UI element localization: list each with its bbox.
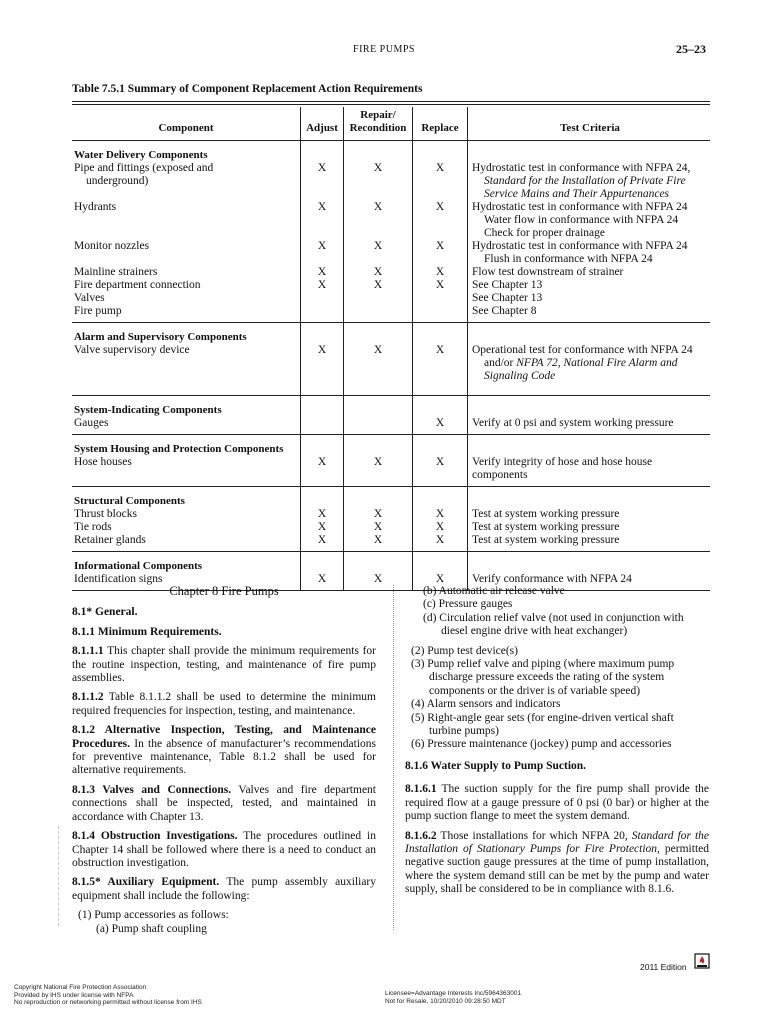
section-8-1-6-2: 8.1.6.2 Those installations for which NFPA 20, Standard for the Installation of Stationary Pumps for Fire Protection, permitted negative suction gauge pressures at the time of pump installation, where the system demand still can be met by the pump and water supply, shall be considered to be in compliance with 8.1.6. bbox=[405, 829, 709, 896]
table-header-row bbox=[72, 107, 710, 141]
section-8-1-5: 8.1.5* Auxiliary Equipment. The pump assembly auxiliary equipment shall include the following: bbox=[72, 876, 376, 902]
col-header-replace: Replace bbox=[413, 107, 468, 141]
section-8-1-6-1: 8.1.6.1 The suction supply for the fire pump shall provide the required flow at a gauge pressure of 0 psi (0 bar) or higher at the pump suction flange to meet the system demand. bbox=[405, 783, 709, 823]
chapter-heading: Chapter 8 Fire Pumps bbox=[169, 584, 279, 598]
col-header-test-criteria: Test Criteria bbox=[468, 107, 711, 141]
list-item: (1) Pump accessories as follows: bbox=[78, 909, 229, 922]
list-item: (4) Alarm sensors and indicators bbox=[411, 698, 561, 711]
right-column bbox=[405, 585, 709, 903]
group-title: System Housing and Protection Components bbox=[74, 443, 284, 455]
list-item: (3) Pump relief valve and piping (where maximum pump discharge pressure exceeds the rating of the system components or the driver is of variable speed) bbox=[411, 658, 675, 697]
table-row: Valves See Chapter 13 bbox=[72, 292, 710, 305]
section-8-1-1: 8.1.1 Minimum Requirements. bbox=[72, 625, 222, 638]
page-number: 25–23 bbox=[676, 42, 706, 56]
footer-copyright: Copyright National Fire Protection Association Provided by IHS under license with NFPA No reproduction or networking permitted without license from IHS bbox=[14, 984, 202, 1006]
group-row bbox=[72, 396, 710, 418]
left-column bbox=[72, 585, 376, 936]
table-caption: Table 7.5.1 Summary of Component Replacement Action Requirements bbox=[72, 83, 423, 95]
group-row bbox=[72, 323, 710, 345]
table-row: Valve supervisory device X X X Operational test for conformance with NFPA 24 and/or NFPA 72, National Fire Alarm and Signaling Code bbox=[72, 344, 710, 396]
margin-marks bbox=[58, 826, 59, 926]
list-item: (c) Pressure gauges bbox=[423, 598, 513, 611]
group-row bbox=[72, 435, 710, 457]
list-item: (a) Pump shaft coupling bbox=[96, 922, 207, 935]
group-title: Water Delivery Components bbox=[74, 149, 208, 161]
table-row: Hose houses X X X Verify integrity of hose and hose house components bbox=[72, 456, 710, 487]
table-top-rule bbox=[72, 101, 710, 102]
list-item: (d) Circulation relief valve (not used in conjunction with diesel engine drive with heat exchanger) bbox=[423, 611, 684, 638]
table-row: Fire pump See Chapter 8 bbox=[72, 305, 710, 323]
group-title: Informational Components bbox=[74, 560, 203, 572]
section-8-1-3: 8.1.3 Valves and Connections. Valves and fire department connections shall be inspected, tested, and maintained in accordance with Chapter 13. bbox=[72, 783, 376, 823]
group-title: Structural Components bbox=[74, 495, 185, 507]
table-row: Tie rods X X X Test at system working pressure bbox=[72, 521, 710, 534]
table-row: Pipe and fittings (exposed and underground) X X X Hydrostatic test in conformance with NFPA 24, Standard for the Installation of Private Fire Service Mains and Their Appurtenances bbox=[72, 162, 710, 201]
list-item: (6) Pressure maintenance (jockey) pump and accessories bbox=[411, 738, 672, 751]
col-header-repair: Repair/ Recondition bbox=[344, 107, 413, 141]
table-row: Monitor nozzles X X X Hydrostatic test in conformance with NFPA 24 Flush in conformance with NFPA 24 bbox=[72, 240, 710, 266]
group-row bbox=[72, 141, 710, 163]
column-divider bbox=[393, 585, 394, 930]
running-header-title: FIRE PUMPS bbox=[353, 44, 415, 55]
table-row: Fire department connection X X X See Chapter 13 bbox=[72, 279, 710, 292]
list-item: (5) Right-angle gear sets (for engine-driven vertical shaft turbine pumps) bbox=[411, 711, 674, 738]
edition-label: 2011 Edition bbox=[640, 962, 687, 972]
table-row: Hydrants X X X Hydrostatic test in conformance with NFPA 24 Water flow in conformance with NFPA 24 Check for proper drainage bbox=[72, 201, 710, 240]
col-header-adjust: Adjust bbox=[301, 107, 344, 141]
group-title: Alarm and Supervisory Components bbox=[74, 331, 247, 343]
section-8-1-4: 8.1.4 Obstruction Investigations. The procedures outlined in Chapter 14 shall be followed where there is a need to conduct an obstruction investigation. bbox=[72, 830, 376, 869]
footer-license: Licensee=Advantage Interests Inc/5964363001 Not for Resale, 10/20/2010 09:28:50 MDT bbox=[385, 990, 522, 1005]
section-8-1-2: 8.1.2 Alternative Inspection, Testing, and Maintenance Procedures. In the absence of manufacturer’s recommendations for preventive maintenance, Table 8.1.2 shall be used for alternative requirements. bbox=[72, 724, 376, 777]
section-8-1-1-2: 8.1.1.2 Table 8.1.1.2 shall be used to determine the minimum required frequencies for inspection, testing, and maintenance. bbox=[72, 691, 376, 717]
table-row: Mainline strainers X X X Flow test downstream of strainer bbox=[72, 266, 710, 279]
section-8-1: 8.1* General. bbox=[72, 606, 138, 619]
list-item: (2) Pump test device(s) bbox=[411, 644, 518, 657]
group-title: System-Indicating Components bbox=[74, 404, 222, 416]
nfpa-logo-icon bbox=[694, 953, 710, 969]
table-row: Thrust blocks X X X Test at system working pressure bbox=[72, 508, 710, 521]
group-row bbox=[72, 552, 710, 574]
table-row: Retainer glands X X X Test at system working pressure bbox=[72, 534, 710, 552]
table-top-rule-2 bbox=[72, 104, 710, 105]
group-row bbox=[72, 487, 710, 509]
component-replacement-table bbox=[72, 107, 710, 591]
table-row: Gauges X Verify at 0 psi and system working pressure bbox=[72, 417, 710, 435]
col-header-component: Component bbox=[72, 107, 301, 141]
table-row: Identification signs X X X Verify conformance with NFPA 24 bbox=[72, 573, 710, 591]
section-8-1-6: 8.1.6 Water Supply to Pump Suction. bbox=[405, 759, 587, 772]
section-8-1-1-1: 8.1.1.1 This chapter shall provide the minimum requirements for the routine inspection, testing, and maintenance of fire pump assemblies. bbox=[72, 645, 376, 685]
list-item: (b) Automatic air release valve bbox=[423, 585, 565, 597]
